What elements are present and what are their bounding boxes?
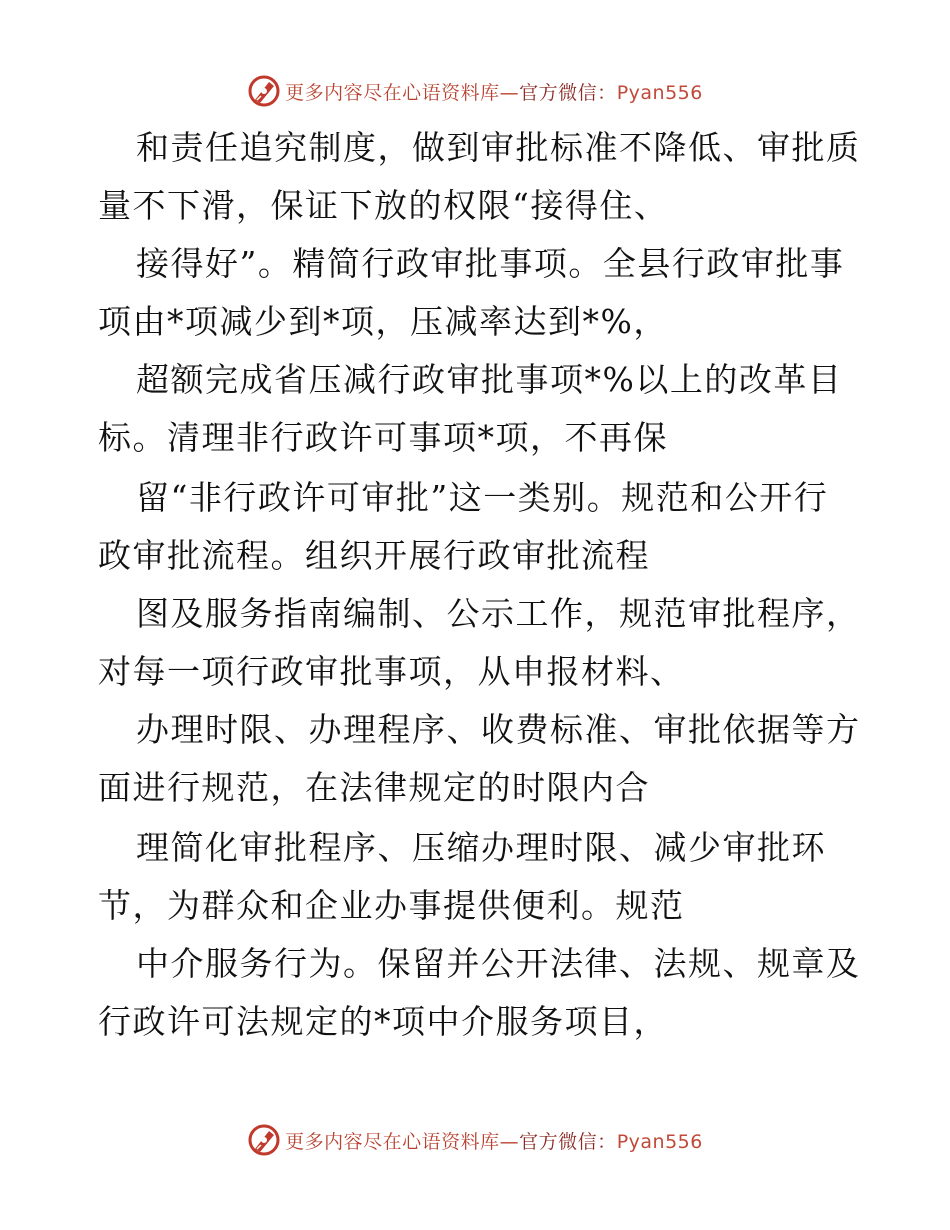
text-line: 留“非行政许可审批”这一类别。规范和公开行 bbox=[136, 478, 829, 517]
text-line: 图及服务指南编制、公示工作，规范审批程序， bbox=[136, 594, 861, 633]
banner-lead: 更多内容尽在心语资料库 bbox=[285, 81, 500, 104]
pen-nib-logo-icon bbox=[247, 74, 281, 108]
text-line: 办理时限、办理程序、收费标准、审批依据等方 bbox=[136, 710, 861, 749]
banner-dash: — bbox=[499, 81, 520, 104]
text-line: 超额完成省压减行政审批事项*%以上的改革目 bbox=[136, 360, 843, 399]
banner-wechat-id: Pyan556 bbox=[616, 81, 703, 104]
text-line: 接得好”。精简行政审批事项。全县行政审批事 bbox=[136, 244, 845, 283]
pen-nib-logo-icon bbox=[247, 1123, 281, 1157]
text-line: 量不下滑，保证下放的权限“接得住、 bbox=[98, 186, 669, 225]
text-line: 面进行规范，在法律规定的时限内合 bbox=[98, 768, 650, 807]
banner-lead: 更多内容尽在心语资料库 bbox=[285, 1130, 500, 1153]
text-line: 标。清理非行政许可事项*项，不再保 bbox=[98, 418, 668, 457]
banner-text bbox=[285, 78, 703, 105]
text-line: 和责任追究制度，做到审批标准不降低、审批质 bbox=[136, 128, 861, 167]
text-line: 中介服务行为。保留并公开法律、法规、规章及 bbox=[136, 944, 861, 983]
banner-dash: — bbox=[499, 1130, 520, 1153]
footer-banner bbox=[0, 1120, 950, 1160]
text-line: 节，为群众和企业办事提供便利。规范 bbox=[98, 886, 685, 925]
banner-wechat-id: Pyan556 bbox=[616, 1130, 703, 1153]
header-banner bbox=[0, 71, 950, 111]
text-line: 对每一项行政审批事项，从申报材料、 bbox=[98, 652, 685, 691]
banner-text bbox=[285, 1127, 703, 1154]
text-line: 行政许可法规定的*项中介服务项目， bbox=[98, 1002, 668, 1041]
banner-tail: 官方微信： bbox=[519, 1130, 617, 1153]
text-line: 理简化审批程序、压缩办理时限、减少审批环 bbox=[136, 828, 826, 867]
banner-tail: 官方微信： bbox=[519, 81, 617, 104]
text-line: 项由*项减少到*项，压减率达到*%， bbox=[98, 302, 668, 341]
text-line: 政审批流程。组织开展行政审批流程 bbox=[98, 536, 650, 575]
